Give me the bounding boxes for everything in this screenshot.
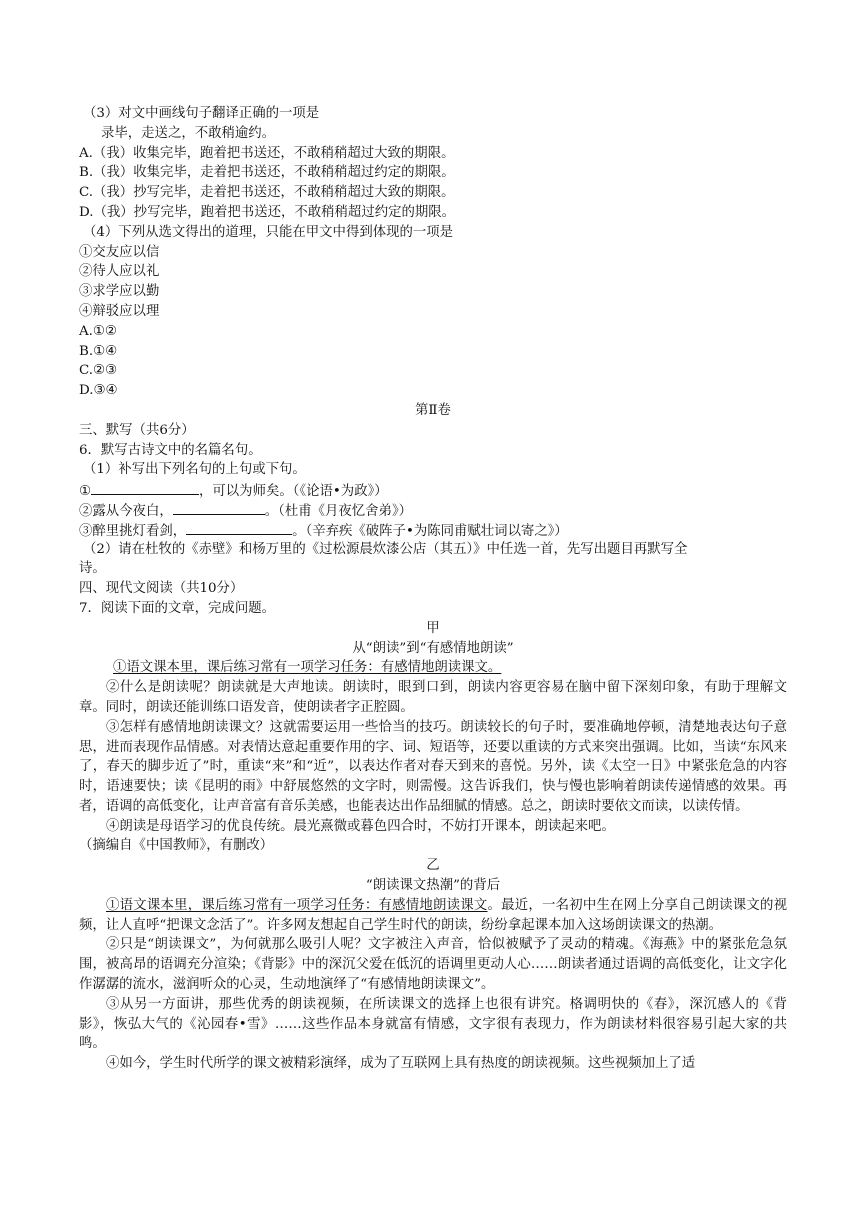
passage-yi-p3: ③从另一方面讲，那些优秀的朗读视频，在所读课文的选择上也很有讲究。格调明快的《春》，深沉感人的《背影》，恢弘大气的《沁园春•雪》……这些作品本身就富有情感，文字很有表现力，作为朗读材料很容易引起大家的共鸣。 <box>79 996 787 1052</box>
q3-stem: （3）对文中画线句子翻译正确的一项是 <box>83 106 320 121</box>
q4-option-d: D.③④ <box>79 383 118 399</box>
q4-option-a: A.①② <box>79 323 117 339</box>
q4-item-1: ①交友应以信 <box>79 244 160 260</box>
fill3-prefix: ③醉里挑灯看剑， <box>79 523 187 539</box>
q3-option-a: A.（我）收集完毕，跑着把书送还，不敢稍稍超过大致的期限。 <box>79 145 455 161</box>
q4-option-c: C.②③ <box>79 363 118 379</box>
q4-item-4: ④辩驳应以理 <box>79 303 160 319</box>
q6-sub2-line2: 诗。 <box>79 561 106 577</box>
passage-yi-p2: ②只是“朗读课文”，为何就那么吸引人呢？文字被注入声音，恰似被赋予了灵动的精魂。《海燕》中的紧张危急氛围，被高昂的语调充分渲染；《背影》中的深沉父爱在低沉的语调里更动人心……朗读者通过语调的高低变化，让文字化作潺潺的流水，滋润听众的心灵，生动地演绎了“有感情地朗读课文”。 <box>79 937 787 993</box>
fill-line-3 <box>79 520 787 540</box>
fill1-prefix: ① <box>79 484 92 500</box>
fill1-suffix: ，可以为师矣。（《论语•为政》） <box>199 484 388 500</box>
fill2-prefix: ②露从今夜白， <box>79 503 173 519</box>
passage-jia-source: （摘编自《中国教师》，有删改） <box>79 838 274 854</box>
fill3-suffix: 。（辛弃疾《破阵子•为陈同甫赋壮词以寄之》） <box>292 523 568 539</box>
q4-stem: （4）下列从选文得出的道理，只能在甲文中得到体现的一项是 <box>83 224 454 240</box>
passage-jia-p2: ②什么是朗读呢？朗读就是大声地读。朗读时，眼到口到，朗读内容更容易在脑中留下深刻印象，有助于理解文章。同时，朗读还能训练口语发音，使朗读者字正腔圆。 <box>79 680 787 715</box>
q7-stem: 7．阅读下面的文章，完成问题。 <box>79 600 275 616</box>
q6-sub2-line1: （2）请在杜牧的《赤壁》和杨万里的《过松源晨炊漆公店（其五）》中任选一首，先写出题目再默写全 <box>83 541 688 557</box>
passage-jia-p3: ③怎样有感情地朗读课文？这就需要运用一些恰当的技巧。朗读较长的句子时，要准确地停顿，清楚地表达句子意思，进而表现作品情感。对表情达意起重要作用的字、词、短语等，还要以重读的方式来突出强调。比如，当读“东风来了，春天的脚步近了”时，重读“来”和“近”，以表达作者对春天到来的喜悦。另外，读《太空一日》中紧张危急的内容时，语速要快；读《昆明的雨》中舒展悠然的文字时，则需慢。这告诉我们，快与慢也影响着朗读传递情感的效果。再者，语调的高低变化，让声音富有音乐美感，也能表达出作品细腻的情感。总之，朗读时要依文而读，以读传情。 <box>79 719 787 814</box>
q4-option-b: B.①④ <box>79 343 118 359</box>
passage-yi-p1-underlined: ①语文课本里，课后练习常有一项学习任务：有感情地朗读课文 <box>106 897 488 913</box>
section3-heading: 三、默写（共6分） <box>79 422 195 438</box>
section4-heading: 四、现代文阅读（共10分） <box>79 581 244 597</box>
q4-item-3: ③求学应以勤 <box>79 284 160 300</box>
passage-jia-p4: ④朗读是母语学习的优良传统。晨光熹微或暮色四合时，不妨打开课本，朗读起来吧。 <box>106 818 615 834</box>
passage-yi-p1 <box>79 896 787 936</box>
q6-sub1: （1）补写出下列名句的上句或下句。 <box>83 462 306 478</box>
passage-yi-title: “朗读课文热潮”的背后 <box>365 878 501 894</box>
volume-title: 第Ⅱ卷 <box>415 402 451 418</box>
passage-jia-title: 从“朗读”到“有感情地朗读” <box>352 640 514 656</box>
fill2-blank[interactable] <box>173 500 265 515</box>
passage-yi-p4: ④如今，学生时代所学的课文被精彩演绎，成为了互联网上具有热度的朗读视频。这些视频加上了适 <box>106 1056 696 1072</box>
passage-yi-p1-rest: 。最近，一名初中生在网上分享自己朗读课文的视频，让人直呼“把课文念活了”。许多网友想起自己学生时代的朗读，纷纷拿起课本加入这场朗读课文的热潮。 <box>79 897 788 933</box>
fill-line-2 <box>79 500 787 520</box>
passage-yi-label: 乙 <box>426 858 440 874</box>
fill1-blank[interactable] <box>91 480 199 495</box>
fill-line-1 <box>79 480 787 500</box>
fill2-suffix: 。（杜甫《月夜忆舍弟》） <box>264 503 413 519</box>
q3-option-b: B.（我）收集完毕，走着把书送还，不敢稍稍超过约定的期限。 <box>79 165 455 181</box>
q4-item-2: ②待人应以礼 <box>79 264 160 280</box>
passage-jia-label: 甲 <box>426 620 440 636</box>
q3-option-d: D.（我）抄写完毕，跑着把书送还，不敢稍稍超过约定的期限。 <box>79 204 456 220</box>
q3-sentence: 录毕，走送之，不敢稍逾约。 <box>101 125 276 141</box>
passage-jia-p1 <box>79 658 787 678</box>
passage-jia-p1-text: ①语文课本里，课后练习常有一项学习任务：有感情地朗读课文。 <box>113 660 502 676</box>
q3-option-c: C.（我）抄写完毕，走着把书送还，不敢稍稍超过大致的期限。 <box>79 185 455 201</box>
fill3-blank[interactable] <box>186 520 292 535</box>
q6-stem: 6．默写古诗文中的名篇名句。 <box>79 442 262 458</box>
exam-content <box>79 104 787 1074</box>
